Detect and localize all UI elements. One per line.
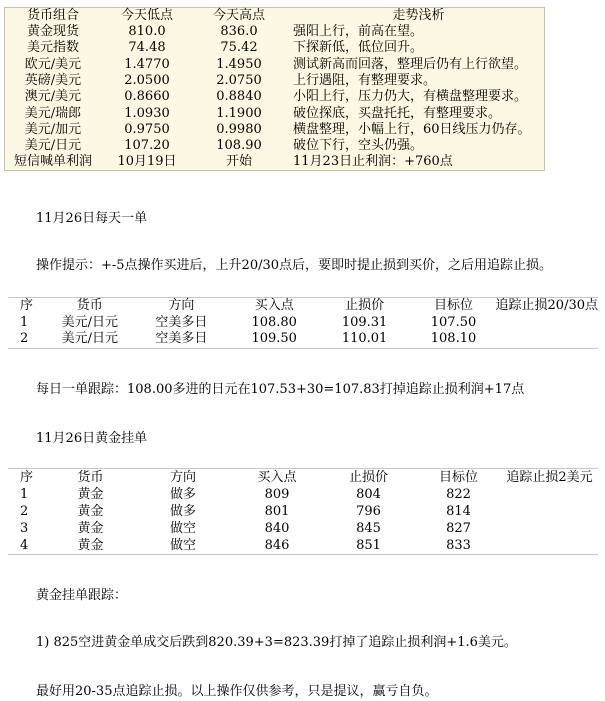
table-cell: 833	[446, 537, 471, 553]
table-cell: 黄金现货	[26, 24, 79, 40]
column-header: 追踪止损2美元	[506, 469, 593, 485]
market-row	[5, 89, 545, 105]
daily-tracking-note: 每日一单跟踪：108.00多进的日元在107.53+30=107.83打掉追踪止损利润+17点	[36, 382, 525, 397]
column-header: 买入点	[257, 469, 297, 485]
column-header: 货币	[77, 469, 104, 485]
table-cell: 空美多日	[155, 331, 208, 347]
table-cell: 827	[446, 520, 471, 536]
market-row	[5, 73, 545, 89]
table-cell: 851	[356, 537, 381, 553]
table-cell: 801	[264, 503, 290, 519]
table-cell: 做多	[169, 503, 196, 519]
table-cell: 黄金	[77, 503, 104, 519]
market-summary-table	[4, 7, 545, 171]
table-cell: 1	[20, 486, 29, 502]
table-cell: 0.8660	[124, 89, 170, 105]
advice-note: 最好用20-35点追踪止损。以上操作仅供参考，只是提议，赢亏自负。	[36, 684, 438, 699]
table-cell: 黄金	[77, 520, 104, 536]
table-cell: 2.0750	[216, 73, 262, 89]
column-header: 方向	[168, 298, 195, 314]
table-cell: 108.80	[251, 314, 297, 330]
gold-row	[8, 537, 598, 555]
table-cell: 美元/日元	[61, 331, 118, 347]
table-cell	[496, 315, 598, 332]
table-cell	[501, 486, 598, 503]
table-cell: 美元指数	[26, 40, 79, 56]
table-cell: 2	[20, 503, 29, 519]
table-cell: 美元/加元	[24, 121, 82, 137]
table-cell: 横盘整理，小幅上行，60日线压力仍存。	[293, 121, 531, 137]
gold-section-title: 11月26日黄金挂单	[36, 431, 148, 446]
table-cell: 107.50	[430, 314, 477, 330]
table-cell: 1.4950	[216, 56, 262, 72]
column-header: 今天高点	[212, 8, 265, 23]
table-cell: 英磅/美元	[24, 73, 82, 89]
table-cell: 846	[264, 537, 290, 553]
table-cell: 破位下行，空头仍强。	[293, 138, 424, 154]
table-cell: 109.31	[341, 314, 388, 330]
column-header: 目标位	[438, 469, 478, 485]
column-header: 止损价	[348, 469, 388, 485]
table-cell	[496, 331, 598, 348]
market-row	[5, 138, 545, 154]
market-row	[5, 122, 545, 138]
gold-tracking-item: 1) 825空进黄金单成交后跌到820.39+3=823.39打掉了追踪止损利润+1.6美元。	[36, 635, 517, 650]
table-cell: 836.0	[220, 24, 258, 40]
table-cell: 809	[264, 486, 290, 502]
table-cell: 黄金	[77, 486, 104, 502]
daily-row	[8, 315, 598, 332]
gold-row	[8, 520, 598, 537]
table-cell: 110.01	[341, 331, 388, 347]
gold-row	[8, 503, 598, 520]
table-cell: 3	[20, 520, 29, 536]
table-cell: 2	[20, 331, 29, 347]
daily-table-body	[8, 298, 598, 349]
gold-order-table	[8, 468, 598, 555]
gold-row	[8, 486, 598, 503]
gold-tracking-title: 黄金挂单跟踪：	[36, 588, 128, 603]
daily-trade-table	[8, 297, 598, 349]
table-cell: 108.10	[430, 331, 477, 347]
table-cell	[501, 503, 598, 520]
table-cell: 0.8840	[216, 89, 262, 105]
table-cell: 1.0930	[124, 105, 170, 121]
table-cell: 822	[446, 486, 471, 502]
table-cell: 840	[264, 520, 290, 536]
column-header: 止损价	[345, 298, 385, 314]
daily-section-title: 11月26日每天一单	[36, 211, 148, 226]
column-header: 走势浅析	[392, 8, 445, 23]
table-cell: 4	[20, 537, 29, 553]
table-cell: 美元/瑞郎	[24, 105, 82, 121]
market-row	[5, 154, 545, 171]
table-cell: 0.9980	[216, 121, 262, 137]
table-cell: 11月23日止利润：+760点	[293, 154, 453, 170]
market-row	[5, 24, 545, 40]
table-cell: 做多	[169, 486, 196, 502]
table-cell: 810.0	[128, 24, 166, 40]
table-cell: 小阳上行，压力仍大，有横盘整理要求。	[293, 89, 528, 105]
table-cell: 1.1900	[216, 105, 262, 121]
market-header-row	[5, 8, 545, 25]
table-cell: 欧元/美元	[24, 56, 82, 72]
table-cell: 短信喊单利润	[13, 154, 92, 170]
table-cell	[501, 537, 598, 555]
table-cell: 107.20	[124, 138, 170, 154]
table-cell: 开始	[225, 154, 252, 170]
column-header: 货币	[76, 298, 103, 314]
table-cell: 做空	[169, 537, 196, 553]
table-cell: 做空	[169, 520, 196, 536]
table-cell: 测试新高而回落，整理后仍有上行欲望。	[293, 56, 528, 72]
table-cell: 下探新低，低位回升。	[293, 40, 424, 56]
table-cell: 上行遇阻，有整理要求。	[293, 73, 437, 89]
gold-table-body	[8, 469, 598, 555]
table-cell: 0.9750	[124, 121, 170, 137]
column-header: 今天低点	[120, 8, 173, 23]
table-cell: 74.48	[128, 40, 166, 56]
column-header: 买入点	[254, 298, 294, 314]
gold-header-row	[8, 469, 598, 487]
column-header: 货币组合	[26, 8, 79, 23]
table-cell: 814	[446, 503, 471, 519]
table-cell: 美元/日元	[61, 314, 118, 330]
table-cell: 美元/日元	[24, 138, 82, 154]
table-cell: 108.90	[216, 138, 262, 154]
market-table-body	[5, 8, 545, 171]
table-cell: 黄金	[77, 537, 104, 553]
column-header: 方向	[169, 469, 196, 485]
table-cell	[501, 520, 598, 537]
table-cell: 1.4770	[124, 56, 170, 72]
table-cell: 强阳上行，前高在望。	[293, 24, 424, 40]
table-cell: 空美多日	[155, 314, 208, 330]
table-cell: 1	[20, 314, 29, 330]
column-header: 追踪止损20/30点	[495, 298, 598, 314]
table-cell: 2.0500	[124, 73, 170, 89]
table-cell: 109.50	[251, 331, 297, 347]
market-row	[5, 105, 545, 121]
column-header: 目标位	[433, 298, 473, 314]
table-cell: 75.42	[220, 40, 258, 56]
daily-operation-tip: 操作提示：+-5点操作买进后，上升20/30点后，要即时提止损到买价，之后用追踪止损。	[36, 258, 553, 273]
market-row	[5, 57, 545, 73]
table-cell: 10月19日	[117, 154, 177, 170]
table-cell: 804	[356, 486, 381, 502]
market-row	[5, 40, 545, 56]
table-cell: 796	[356, 503, 381, 519]
table-cell: 澳元/美元	[24, 89, 82, 105]
table-cell: 845	[356, 520, 381, 536]
column-header: 序	[20, 298, 34, 314]
daily-row	[8, 331, 598, 348]
column-header: 序	[20, 469, 34, 485]
table-cell: 破位探底，买盘托托，有整理要求。	[293, 105, 502, 121]
daily-header-row	[8, 298, 598, 315]
